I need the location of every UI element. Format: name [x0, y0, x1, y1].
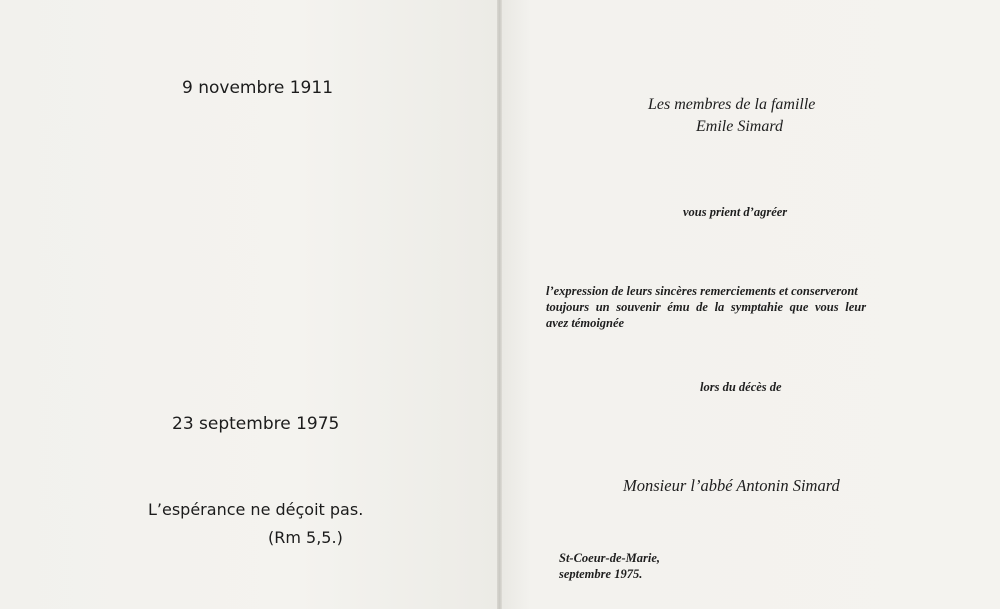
on-death-text: lors du décès de — [700, 380, 782, 394]
expression-line-1: l’expression de leurs sincères remerciements et conserveront — [546, 284, 858, 298]
request-text: vous prient d’agréer — [683, 205, 788, 219]
expression-paragraph — [546, 283, 952, 331]
deceased-name: Monsieur l’abbé Antonin Simard — [623, 476, 840, 495]
place-line: St-Coeur-de-Marie, — [559, 551, 661, 565]
death-date: 23 septembre 1975 — [172, 414, 340, 434]
card-fold — [497, 0, 502, 609]
birth-date: 9 novembre 1911 — [182, 78, 334, 98]
expression-line-2: toujours un souvenir ému de la symptahie que vous leur — [546, 300, 867, 314]
scripture-quote: L’espérance ne déçoit pas. — [148, 500, 364, 519]
family-heading-line1: Les membres de la famille — [648, 96, 816, 113]
expression-line-3: avez témoignée — [546, 316, 625, 330]
date-line: septembre 1975. — [559, 567, 643, 581]
family-heading-line2: Emile Simard — [696, 118, 783, 135]
scripture-reference: (Rm 5,5.) — [268, 528, 343, 547]
